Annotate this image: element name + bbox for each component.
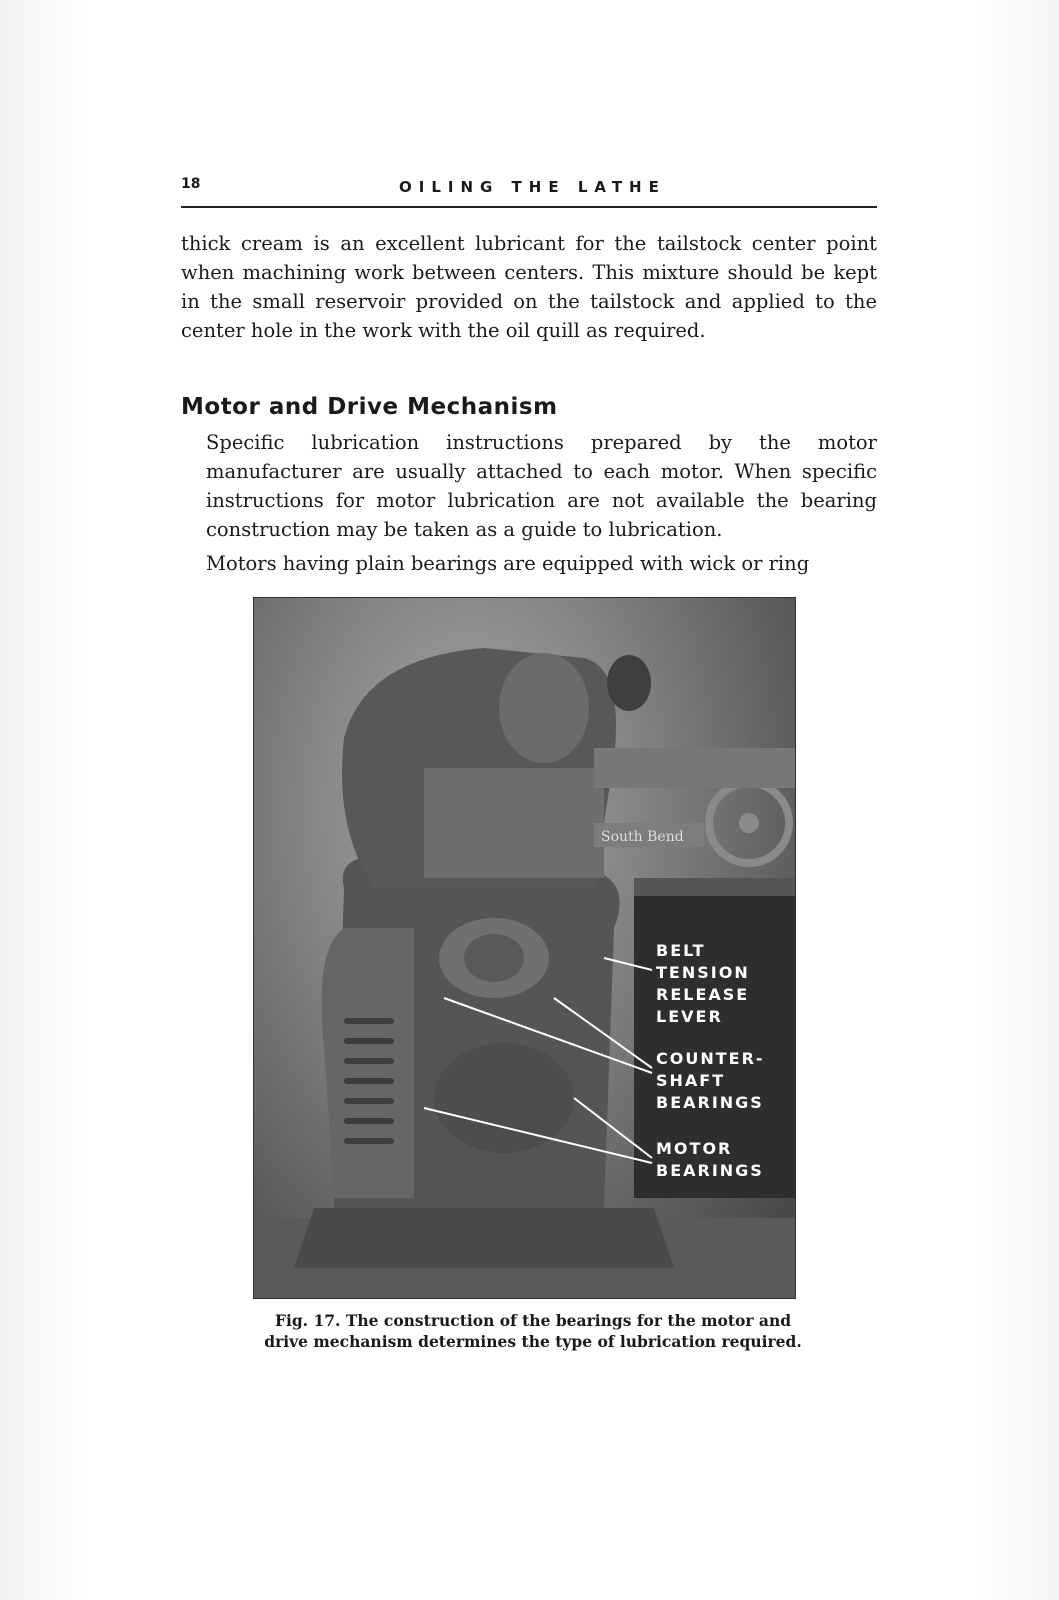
paragraph-motor-instructions: Specific lubrication instructions prepared by the motor manufacturer are usually attached to each motor. When specific instructions for motor lubrication are not available the bearing construction may be taken as a guide to lubrication. bbox=[206, 431, 877, 541]
bench-top bbox=[634, 878, 795, 896]
pedestal-base bbox=[294, 1208, 674, 1268]
paragraph-tailstock-lubricant: thick cream is an excellent lubricant for the tailstock center point when machining work between centers. This mixture should be kept in the small reservoir provided on the tailstock and applied to the center hole in the work with the oil quill as required. bbox=[181, 232, 877, 342]
page-header bbox=[181, 176, 877, 208]
running-head: OILING THE LATHE bbox=[399, 178, 666, 196]
figure-caption: Fig. 17. The construction of the bearings for the motor and drive mechanism determines the type of lubrication required. bbox=[264, 1311, 802, 1351]
callout-belt-tension-release-lever: BELT TENSION RELEASE LEVER bbox=[656, 941, 750, 1026]
lathe-photo-figure bbox=[253, 597, 796, 1299]
gearbox bbox=[424, 768, 604, 878]
page-number: 18 bbox=[181, 176, 201, 192]
headstock-pulley bbox=[499, 653, 589, 763]
lathe-bed bbox=[594, 748, 795, 788]
section-heading: Motor and Drive Mechanism bbox=[181, 394, 558, 420]
spindle-nose bbox=[607, 655, 651, 711]
paragraph-plain-bearings: Motors having plain bearings are equipped with wick or ring bbox=[206, 552, 810, 575]
callout-countershaft-bearings: COUNTER- SHAFT BEARINGS bbox=[656, 1049, 765, 1112]
callout-motor-bearings: MOTOR BEARINGS bbox=[656, 1139, 764, 1180]
nameplate-text: South Bend bbox=[601, 829, 684, 845]
motor-housing bbox=[434, 1043, 574, 1153]
